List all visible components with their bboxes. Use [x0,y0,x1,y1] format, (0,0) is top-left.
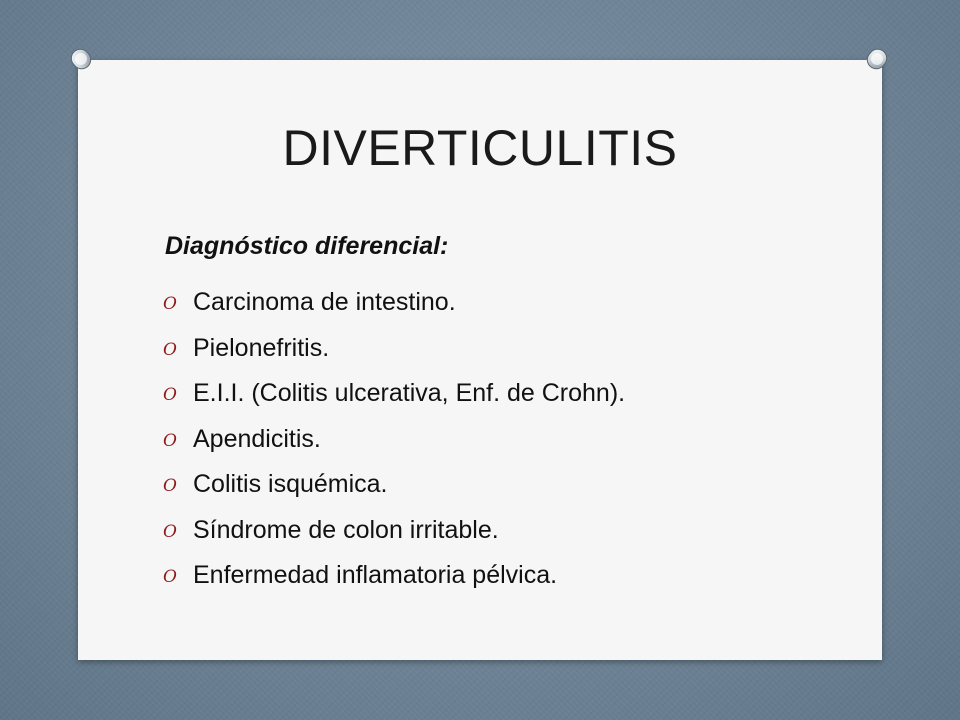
bullet-marker: O [163,294,177,315]
list-item [163,326,625,372]
bullet-marker: O [163,567,177,588]
list-item-text: Enfermedad inflamatoria pélvica. [193,561,558,590]
list-item-text: Carcinoma de intestino. [193,288,456,317]
list-item [163,371,625,417]
pin-icon [66,44,96,74]
bullet-marker: O [163,521,177,542]
list-item-text: Colitis isquémica. [193,470,388,499]
bullet-marker: O [163,385,177,406]
bullet-list [163,280,625,599]
list-item [163,417,625,463]
list-item-text: Pielonefritis. [193,333,330,362]
bullet-marker: O [163,339,177,360]
bullet-marker: O [163,476,177,497]
list-item [163,508,625,554]
slide-subtitle: Diagnóstico diferencial: [165,232,449,260]
list-item-text: Síndrome de colon irritable. [193,515,499,544]
slide-title: DIVERTICULITIS [282,120,678,176]
list-item-text: Apendicitis. [193,424,321,453]
list-item [163,462,625,508]
list-item [163,553,625,599]
list-item [163,280,625,326]
list-item-text: E.I.I. (Colitis ulcerativa, Enf. de Crohn). [193,379,626,408]
pin-icon [862,44,892,74]
bullet-marker: O [163,430,177,451]
